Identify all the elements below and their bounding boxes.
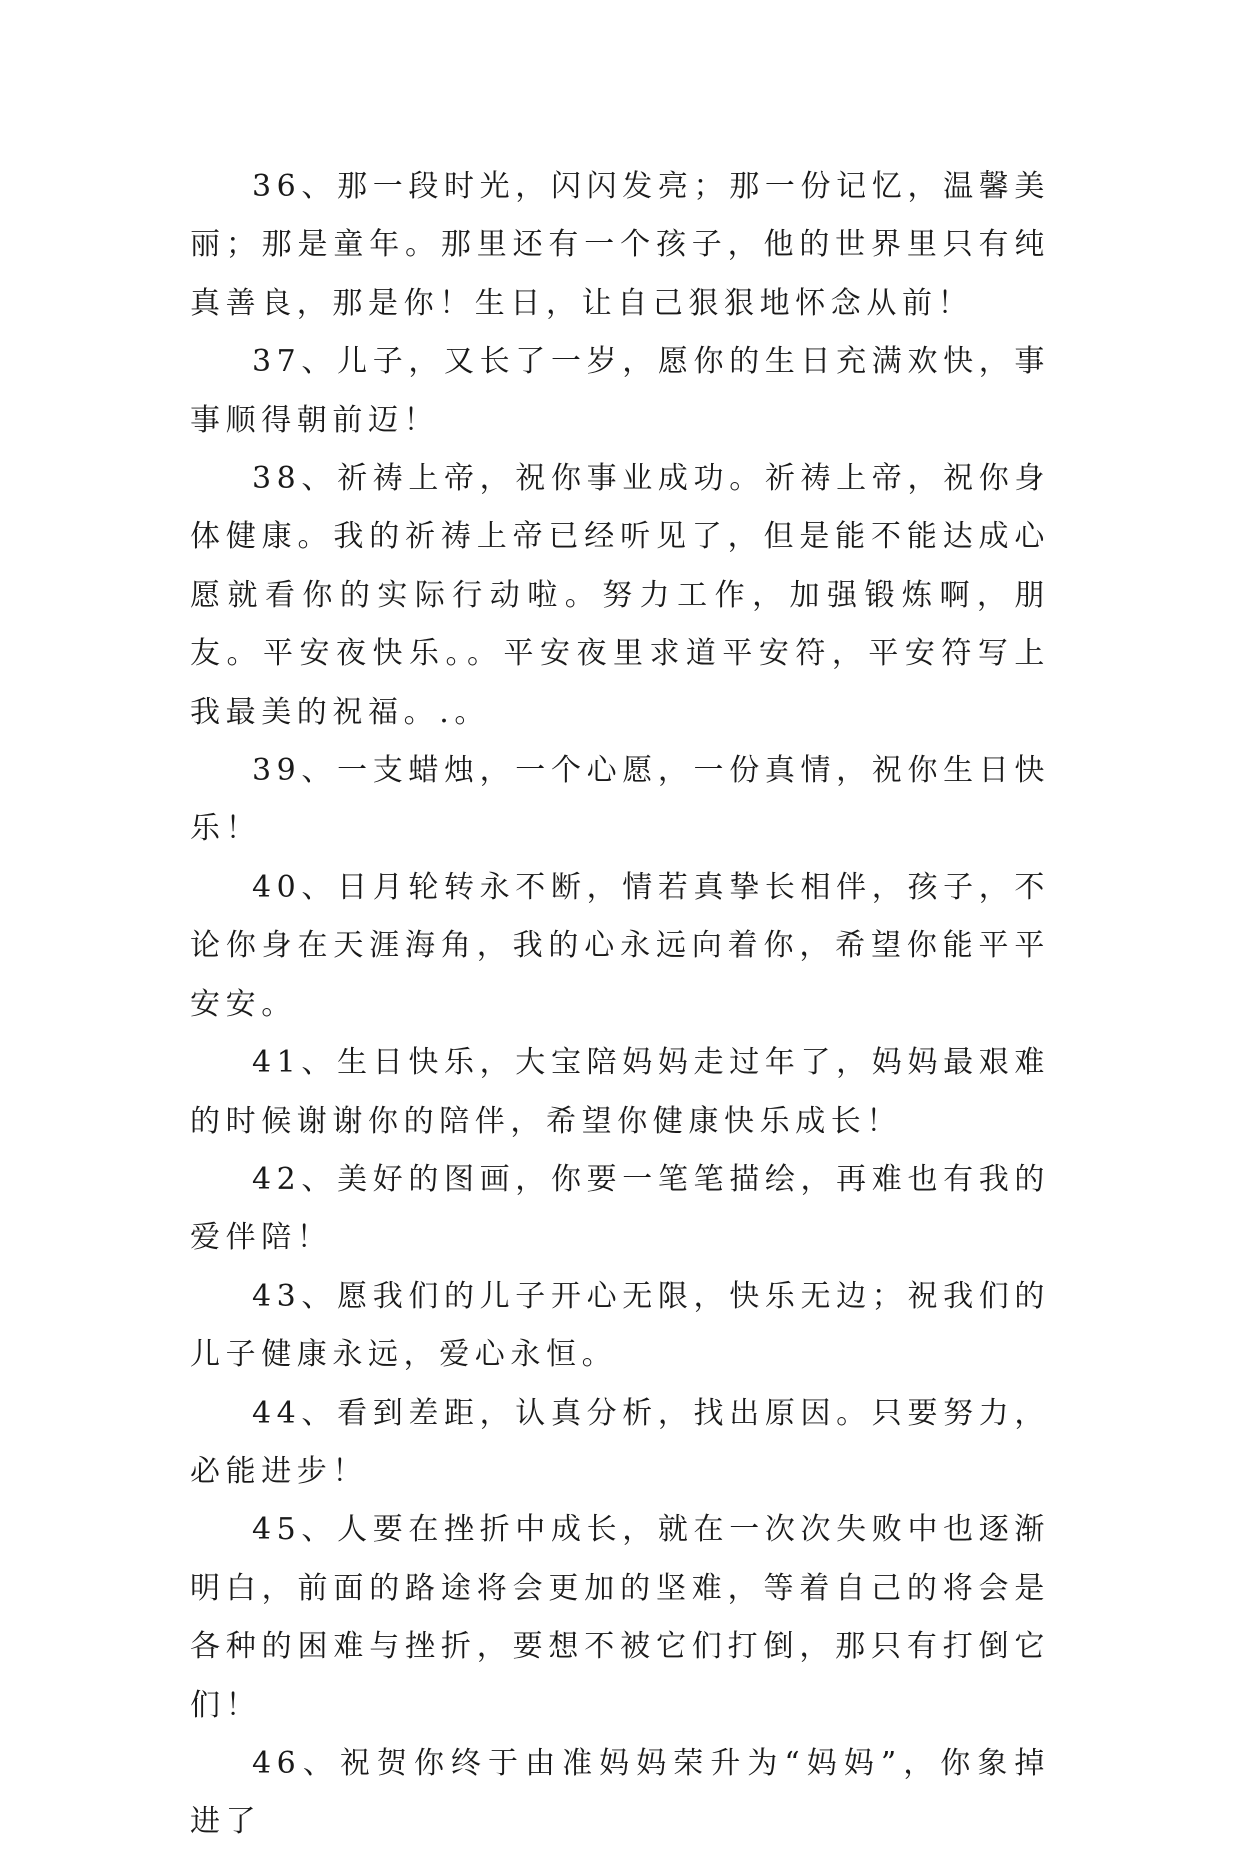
paragraph-37: 37、儿子，又长了一岁，愿你的生日充满欢快，事事顺得朝前迈！ [190, 344, 1050, 438]
document-body [190, 158, 1050, 1852]
paragraph-46: 46、祝贺你终于由准妈妈荣升为“妈妈”，你象掉进了 [190, 1745, 1050, 1840]
paragraph-42: 42、美好的图画，你要一笔笔描绘，再难也有我的爱伴陪！ [190, 1161, 1050, 1256]
paragraph-39: 39、一支蜡烛，一个心愿，一份真情，祝你生日快乐！ [190, 753, 1050, 847]
paragraph-45: 45、人要在挫折中成长，就在一次次失败中也逐渐明白，前面的路途将会更加的坚难，等着自己的将会是各种的困难与挫折，要想不被它们打倒，那只有打倒它们！ [190, 1512, 1050, 1723]
paragraph-40: 40、日月轮转永不断，情若真挚长相伴，孩子，不论你身在天涯海角，我的心永远向着你，希望你能平平安安。 [190, 869, 1050, 1022]
paragraph-41: 41、生日快乐，大宝陪妈妈走过年了，妈妈最艰难的时候谢谢你的陪伴，希望你健康快乐成长！ [190, 1045, 1050, 1139]
paragraph-38: 38、祈祷上帝，祝你事业成功。祈祷上帝，祝你身体健康。我的祈祷上帝已经听见了，但是能不能达成心愿就看你的实际行动啦。努力工作，加强锻炼啊，朋友。平安夜快乐。。平安夜里求道平安符，平安符写上我最美的祝福。.。 [190, 461, 1050, 730]
paragraph-44: 44、看到差距，认真分析，找出原因。只要努力，必能进步！ [190, 1395, 1050, 1489]
paragraph-36: 36、那一段时光，闪闪发亮；那一份记忆，温馨美丽；那是童年。那里还有一个孩子，他的世界里只有纯真善良，那是你！生日，让自己狠狠地怀念从前！ [190, 169, 1050, 321]
paragraph-43: 43、愿我们的儿子开心无限，快乐无边；祝我们的儿子健康永远，爱心永恒。 [190, 1278, 1050, 1373]
